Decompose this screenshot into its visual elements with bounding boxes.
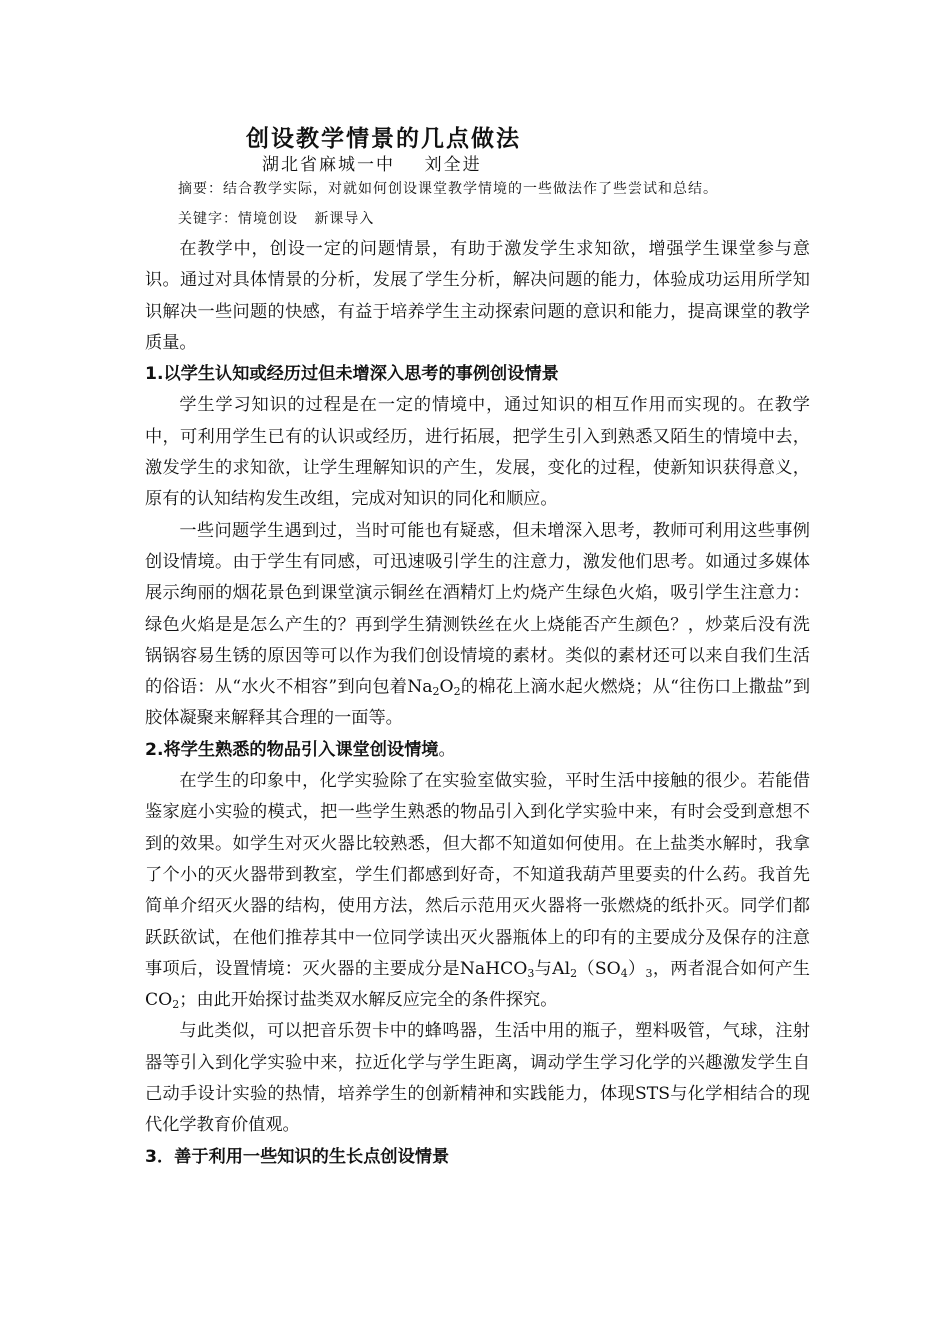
section-2-paragraph-1: 在学生的印象中，化学实验除了在实验室做实验，平时生活中接触的很少。若能借鉴家庭小实验的模式，把一些学生熟悉的物品引入到化学实验中来，有时会受到意想不到的效果。如学生对灭火器比较熟悉，但大都不知道如何使用。在上盐类水解时，我拿了个小的灭火器带到教室，学生们都感到好奇，不知道我葫芦里要卖的什么药。我首先简单介绍灭火器的结构，使用方法，然后示范用灭火器将一张燃烧的纸扑灭。同学们都跃跃欲试，在他们推荐其中一位同学读出灭火器瓶体上的印有的主要成分及保存的注意事项后，设置情境：灭火器的主要成分是NaHCO$_3$与$Al_2(SO_4)_3$，两者混合如何产生$CO_2$；由此开始探讨盐类双水解反应完全的条件探究。 [145,771,810,1012]
section-3-heading: 3．善于利用一些知识的生长点创设情景 [145,1146,450,1167]
abstract: 摘要：结合教学实际，对就如何创设课堂教学情境的一些做法作了些尝试和总结。 [178,181,718,197]
keywords: 关键字：情境创设 新课导入 [178,211,375,227]
section-1-heading: 1.以学生认知或经历过但未增深入思考的事例创设情景 [145,364,559,385]
formula-na2o2: $Na_2O_2$ [407,677,461,699]
document-body [145,234,810,1173]
section-2-paragraph-2: 与此类似，可以把音乐贺卡中的蜂鸣器，生活中用的瓶子，塑料吸管，气球，注射器等引入到化学实验中来，拉近化学与学生距离，调动学生学习化学的兴趣激发学生自己动手设计实验的热情，培养学生的创新精神和实践能力，体现STS与化学相结合的现代化学教育价值观。 [145,1021,810,1136]
document-title: 创设教学情景的几点做法 [246,125,521,152]
paragraph-text: ；由此开始探讨盐类双水解反应完全的条件探究。 [179,990,558,1011]
section-1-paragraph-1: 学生学习知识的过程是在一定的情境中，通过知识的相互作用而实现的。在教学中，可利用学生已有的认识或经历，进行拓展，把学生引入到熟悉又陌生的情境中去，激发学生的求知欲，让学生理解知识的产生，发展，变化的过程，使新知识获得意义，原有的认知结构发生改组，完成对知识的同化和顺应。 [145,395,810,510]
paragraph-text: 的棉花上滴水起火燃烧；从“往伤口上撒盐”到胶体凝聚来解释其合理的一面等。 [145,677,811,729]
formula-al2so43: $Al_2(SO_4)_3$ [552,958,653,980]
intro-paragraph: 在教学中，创设一定的问题情景，有助于激发学生求知欲，增强学生课堂参与意识。通过对具体情景的分析，发展了学生分析，解决问题的能力，体验成功运用所学知识解决一些问题的快感，有益于培养学生主动探索问题的意识和能力，提高课堂的教学质量。 [145,239,810,353]
formula-nahco3: NaHCO$_3$ [459,958,535,980]
author-line: 湖北省麻城一中 刘全进 [262,155,482,175]
section-1-paragraph-2 [145,516,810,735]
section-2-heading: 2.将学生熟悉的物品引入课堂创设情境。 [145,739,456,760]
paragraph-text: 在学生的印象中，化学实验除了在实验室做实验，平时生活中接触的很少。若能借鉴家庭小实验的模式，把一些学生熟悉的物品引入到化学实验中来，有时会受到意想不到的效果。如学生对灭火器比较熟悉，但大都不知道如何使用。在上盐类水解时，我拿了个小的灭火器带到教室，学生们都感到好奇，不知道我葫芦里要卖的什么药。我首先简单介绍灭火器的结构，使用方法，然后示范用灭火器将一张燃烧的纸扑灭。同学们都跃跃欲试，在他们推荐其中一位同学读出灭火器瓶体上的印有的主要成分及保存的注意事项后，设置情境：灭火器的主要成分是 [145,771,810,979]
formula-co2: $CO_2$ [145,990,180,1012]
paragraph-text: 一些问题学生遇到过，当时可能也有疑惑，但未增深入思考，教师可利用这些事例创设情境。由于学生有同感，可迅速吸引学生的注意力，激发他们思考。如通过多媒体展示绚丽的烟花景色到课堂演示铜丝在酒精灯上灼烧产生绿色火焰，吸引学生注意力：绿色火焰是是怎么产生的？再到学生猜测铁丝在火上烧能否产生颜色？，炒菜后没有洗锅锅容易生锈的原因等可以作为我们创设情境的素材。类似的素材还可以来自我们生活的俗语：从“水火不相容”到向包着 [145,520,810,698]
